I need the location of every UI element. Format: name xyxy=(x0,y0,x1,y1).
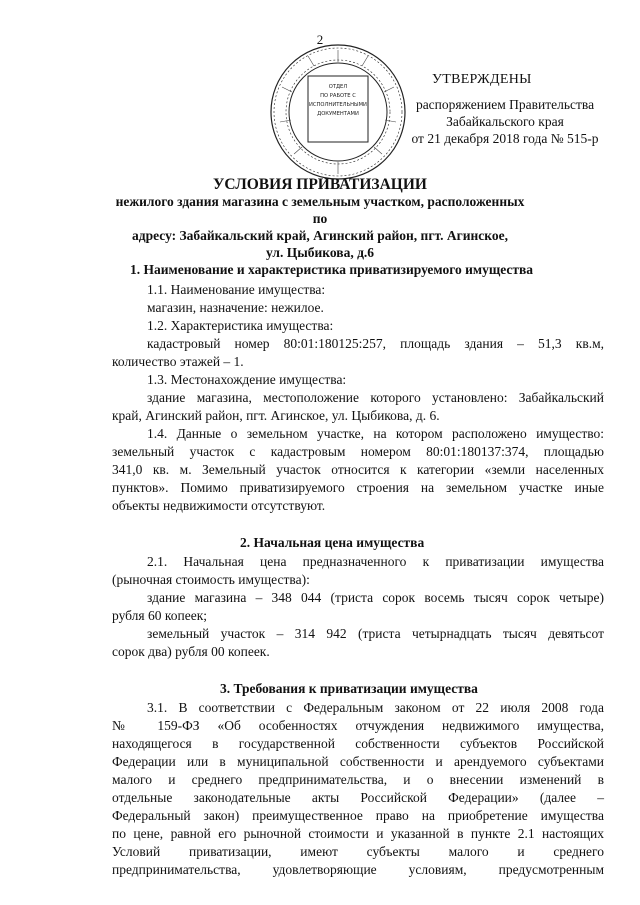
approval-line-3: от 21 декабря 2018 года № 515-р xyxy=(411,131,599,146)
para-1-4-line2: земельный участок с кадастровым номером 80:01:180137:374, площадью xyxy=(112,444,604,459)
para-3-1-line9: Условий приватизации, имеют субъекты малого и среднего xyxy=(112,844,604,859)
svg-text:ИСПОЛНИТЕЛЬНЫМИ: ИСПОЛНИТЕЛЬНЫМИ xyxy=(309,102,367,108)
para-1-4: 1.4. Данные о земельном участке, на котором расположено имущество: xyxy=(147,426,604,441)
para-3-1-line7: Федеральный закон) преимущественное право на приобретение имущества xyxy=(112,808,604,823)
price-land-cont: сорок два) рубля 00 копеек. xyxy=(112,644,270,659)
price-building-cont: рубля 60 копеек; xyxy=(112,608,208,623)
para-1-2: 1.2. Характеристика имущества: xyxy=(147,318,334,333)
para-1-2-value-cont: количество этажей – 1. xyxy=(112,354,244,369)
para-1-4-line4: пунктов». Помимо приватизируемого строения на земельном участке иные xyxy=(112,480,604,495)
svg-text:ПО РАБОТЕ С: ПО РАБОТЕ С xyxy=(320,93,356,99)
section-1-heading: 1. Наименование и характеристика приватизируемого имущества xyxy=(130,262,534,277)
para-3-1-line8: по цене, равной его рыночной стоимости и указанной в пункте 2.1 настоящих xyxy=(112,826,604,841)
para-2-1: 2.1. Начальная цена предназначенного к приватизации имущества xyxy=(147,554,604,569)
approval-heading: УТВЕРЖДЕНЫ xyxy=(432,72,532,87)
para-1-4-line5: объекты недвижимости отсутствуют. xyxy=(112,498,326,513)
para-3-1-line6: отдельные законодательные акты Российской Федерации» (далее – xyxy=(112,790,604,805)
svg-text:ДОКУМЕНТАМИ: ДОКУМЕНТАМИ xyxy=(317,111,359,117)
section-3-heading: 3. Требования к приватизации имущества xyxy=(220,681,478,696)
price-land: земельный участок – 314 942 (триста четырнадцать тысяч девятьсот xyxy=(147,626,604,641)
para-1-4-line3: 341,0 кв. м. Земельный участок относится к категории «земли населенных xyxy=(112,462,604,477)
para-1-3: 1.3. Местонахождение имущества: xyxy=(147,372,347,387)
section-2-heading: 2. Начальная цена имущества xyxy=(240,535,425,550)
para-3-1-line4: Федерации или в муниципальной собственности и арендуемого субъектами xyxy=(112,754,604,769)
approval-line-1: распоряжением Правительства xyxy=(415,97,595,112)
para-3-1-line3: находящегося в государственной собственности субъектов Российской xyxy=(112,736,604,751)
document-subtitle: нежилого здания магазина с земельным участком, расположенных по адресу: Забайкальский край, Агинский район, пгт. Агинское, ул. Цыбикова, д.6 xyxy=(115,194,525,260)
svg-text:ОТДЕЛ: ОТДЕЛ xyxy=(328,84,348,90)
para-1-3-value-cont: край, Агинский район, пгт. Агинское, ул. Цыбикова, д. 6. xyxy=(112,408,440,423)
para-3-1-line5: малого и среднего предпринимательства, и о внесении изменений в xyxy=(112,772,604,787)
para-1-2-value: кадастровый номер 80:01:180125:257, площадь здания – 51,3 кв.м, xyxy=(147,336,604,351)
para-1-3-value: здание магазина, местоположение которого установлено: Забайкальский xyxy=(147,390,604,405)
approval-order xyxy=(385,96,625,147)
price-building: здание магазина – 348 044 (триста сорок восемь тысяч сорок четыре) xyxy=(147,590,604,605)
para-2-1-cont: (рыночная стоимость имущества): xyxy=(112,572,310,587)
para-1-1: 1.1. Наименование имущества: xyxy=(147,282,326,297)
para-3-1-line2: № 159-ФЗ «Об особенностях отчуждения недвижимого имущества, xyxy=(112,718,604,733)
para-3-1-line10: предпринимательства, удовлетворяющие условиям, предусмотренным xyxy=(112,862,604,877)
approval-line-2: Забайкальского края xyxy=(446,114,564,129)
para-1-1-value: магазин, назначение: нежилое. xyxy=(147,300,324,315)
page-number: 2 xyxy=(316,32,324,47)
document-title: УСЛОВИЯ ПРИВАТИЗАЦИИ xyxy=(213,176,427,193)
para-3-1-line1: 3.1. В соответствии с Федеральным законом от 22 июля 2008 года xyxy=(147,700,604,715)
